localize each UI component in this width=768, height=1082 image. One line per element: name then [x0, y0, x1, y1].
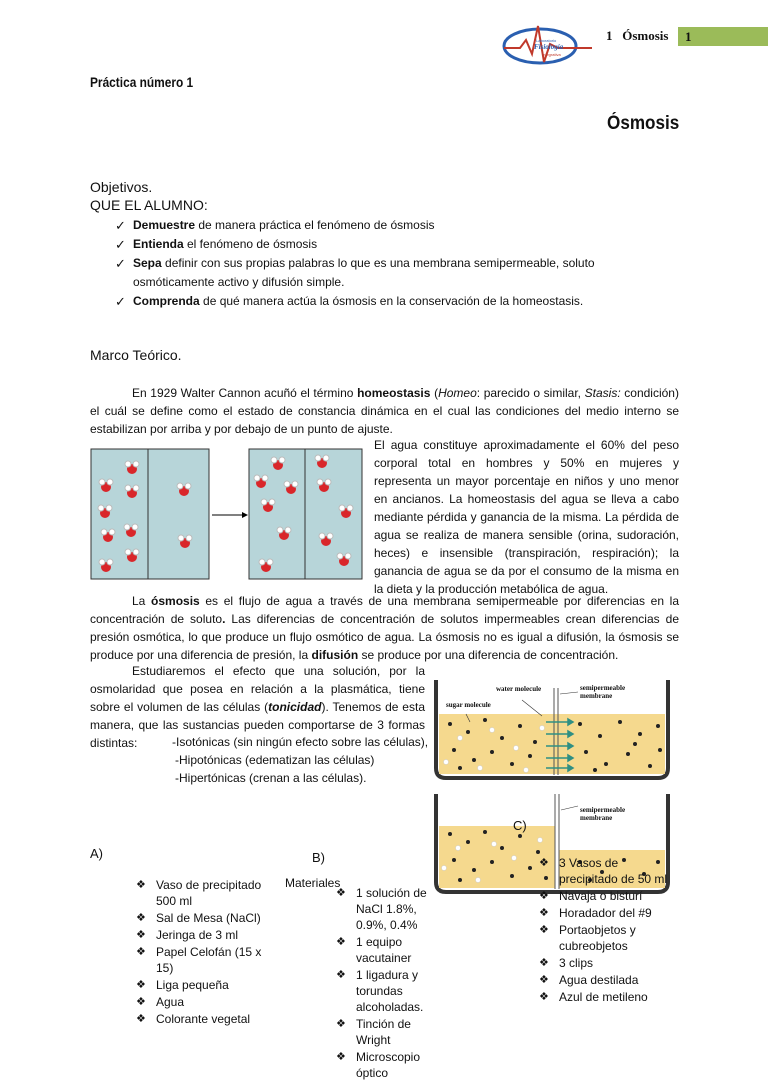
objective-text: definir con sus propias palabras lo que es una membrana semipermeable, soluto osmóticamente activo y difusión simple. — [133, 256, 595, 289]
materials-list-b — [334, 885, 444, 1082]
material-item: ❖ Papel Celofán (15 x 15) — [134, 944, 264, 976]
objectives-list — [107, 216, 687, 311]
label-b: B) — [312, 850, 325, 865]
page-number-badge — [678, 27, 768, 46]
objective-verb: Sepa — [133, 256, 162, 270]
label-sugar-molecule: sugar molecule — [446, 701, 491, 709]
page-number: 1 — [685, 29, 692, 44]
running-title: 1 Ósmosis — [606, 28, 669, 43]
material-item: ❖ Vaso de precipitado 500 ml — [134, 877, 264, 909]
paragraph-water: El agua constituye aproximadamente el 60% del peso corporal total en hombres y 50% en mujeres y representa un mayor porcentaje en niños y uno menor en ancianos. La homeostasis del agua se lleva a cabo mediante pérdida y ganancia de la misma. La pérdida de agua se realiza de manera sensible (orina, sudoración, heces) e insensible (transpiración, respiración); la ganancia de agua se da por el consumo de la misma en la dieta y la producción metabólica de agua. — [374, 438, 679, 596]
material-item: ❖ 3 clips — [537, 955, 677, 971]
objective-verb: Demuestre — [133, 218, 196, 232]
water-molecule-icon — [316, 478, 332, 494]
type-hypotonic: -Hipotónicas (edematizan las células) — [175, 753, 375, 767]
label-membrane-top: semipermeable membrane — [580, 684, 626, 700]
material-item: ❖ Sal de Mesa (NaCl) — [134, 910, 264, 926]
paragraph-osmosis — [90, 592, 679, 664]
p3-d: . — [222, 612, 226, 626]
objective-text: de qué manera actúa la ósmosis en la conservación de la homeostasis. — [199, 294, 584, 308]
water-molecule-icon — [314, 454, 330, 470]
p3-e: Las diferencias de concentración de solutos impermeables crean diferencias de presión osmótica, lo que produce un flujo osmótico de agua. La ósmosis no es igual a difusión, la ósmosis se produce por una diferencia de presión, la — [90, 612, 679, 662]
water-molecule-icon — [124, 460, 140, 476]
p3-g: se produce por una diferencia de concentración. — [358, 648, 619, 662]
label-water-molecule: water molecule — [496, 685, 542, 693]
type-hypertonic: -Hipertónicas (crenan a las células). — [175, 771, 367, 785]
water-molecule-icon — [338, 504, 354, 520]
logo-text-main: Fisiología — [534, 43, 564, 51]
logo-text-sub: Integrativa — [542, 52, 561, 57]
material-item: ❖ Azul de metileno — [537, 989, 677, 1005]
material-item: ❖ Navaja o bisturí — [537, 888, 677, 904]
osmosis-figure — [90, 448, 365, 583]
water-molecule-icon — [97, 504, 113, 520]
p3-term-difusion: difusión — [311, 648, 359, 662]
material-item: ❖ Agua — [134, 994, 264, 1010]
objective-item — [107, 235, 687, 254]
material-item: ❖ Liga pequeña — [134, 977, 264, 993]
p1-c: ( — [430, 386, 439, 400]
label-materiales: Materiales — [285, 876, 341, 890]
objective-text: el fenómeno de ósmosis — [183, 237, 318, 251]
water-molecule-icon — [336, 552, 352, 568]
water-molecule-icon — [283, 480, 299, 496]
material-item: ❖ 1 solución de NaCl 1.8%, 0.9%, 0.4% — [334, 885, 444, 933]
p1-e: : parecido o similar, — [476, 386, 585, 400]
objective-item — [107, 292, 687, 311]
objectives-heading: Objetivos. — [90, 179, 153, 195]
p3-a: La — [132, 594, 152, 608]
material-item: ❖ Jeringa de 3 ml — [134, 927, 264, 943]
water-molecule-icon — [176, 482, 192, 498]
p4-term: tonicidad — [268, 700, 322, 714]
water-molecule-icon — [318, 532, 334, 548]
water-molecule-icon — [270, 456, 286, 472]
logo-text-top: Laboratorio — [536, 38, 557, 43]
objective-item — [107, 254, 673, 292]
practice-number: Práctica número 1 — [90, 74, 194, 90]
objective-verb: Entienda — [133, 237, 184, 251]
p1-stasis: Stasis: — [584, 386, 621, 400]
materials-list-c — [537, 855, 677, 1006]
water-molecule-icon — [258, 558, 274, 574]
material-item: ❖ Colorante vegetal — [134, 1011, 264, 1027]
material-item: ❖ Horadador del #9 — [537, 905, 677, 921]
water-molecule-icon — [276, 526, 292, 542]
water-molecule-icon — [253, 474, 269, 490]
p3-term-osmosis: ósmosis — [151, 594, 200, 608]
p1-term: homeostasis — [357, 386, 431, 400]
water-molecule-icon — [260, 498, 276, 514]
material-item: ❖ Tinción de Wright — [334, 1016, 444, 1048]
material-item: ❖ Agua destilada — [537, 972, 677, 988]
material-item: ❖ Portaobjetos y cubreobjetos — [537, 922, 677, 954]
paragraph-homeostasis — [90, 384, 679, 438]
p1-homeo: Homeo — [438, 386, 477, 400]
materials-list-a — [134, 877, 264, 1028]
material-item: ❖ 1 ligadura y torundas alcoholadas. — [334, 967, 444, 1015]
material-item: ❖ 3 Vasos de precipitado de 50 ml — [537, 855, 677, 887]
label-c: C) — [513, 818, 527, 833]
theory-heading: Marco Teórico. — [90, 347, 182, 363]
water-molecule-icon — [124, 484, 140, 500]
label-a: A) — [90, 846, 103, 861]
objective-verb: Comprenda — [133, 294, 200, 308]
water-molecule-icon — [124, 548, 140, 564]
water-molecule-icon — [98, 478, 114, 494]
material-item: ❖ 1 equipo vacutainer — [334, 934, 444, 966]
tonicity-types — [172, 733, 432, 787]
p4-a: Estudiaremos el efecto que una solución, por la osmolaridad que posea en relación a la plasmática, tiene sobre el volumen de las células ( — [90, 664, 425, 714]
water-molecule-icon — [100, 528, 116, 544]
water-molecule-icon — [123, 523, 139, 539]
objective-text: de manera práctica el fenómeno de ósmosis — [195, 218, 435, 232]
p3-c: es el flujo de agua a través de una membrana semipermeable por diferencias en la concentración de soluto — [90, 594, 680, 626]
material-item: ❖ Microscopio óptico — [334, 1049, 444, 1081]
p1-a: En 1929 Walter Cannon acuñó el término — [132, 386, 358, 400]
label-membrane-bottom: semipermeable membrane — [580, 806, 626, 822]
objectives-subheading: QUE EL ALUMNO: — [90, 197, 208, 213]
objective-item — [107, 216, 687, 235]
p4-c: ). Tenemos de esta manera, que las sustancias pueden comportarse de 3 formas distintas: — [90, 700, 425, 750]
type-isotonic: -Isotónicas (sin ningún efecto sobre las células), — [172, 735, 429, 749]
practice-title: Ósmosis — [606, 113, 679, 134]
water-molecule-icon — [177, 534, 193, 550]
p1-g: condición) el cuál se define como el estado de constancia dinámica en el cual las condiciones del medio interno se estabilizan por arriba y por debajo de un punto de ajuste. — [90, 386, 679, 436]
water-molecule-icon — [98, 558, 114, 574]
logo — [500, 18, 596, 70]
